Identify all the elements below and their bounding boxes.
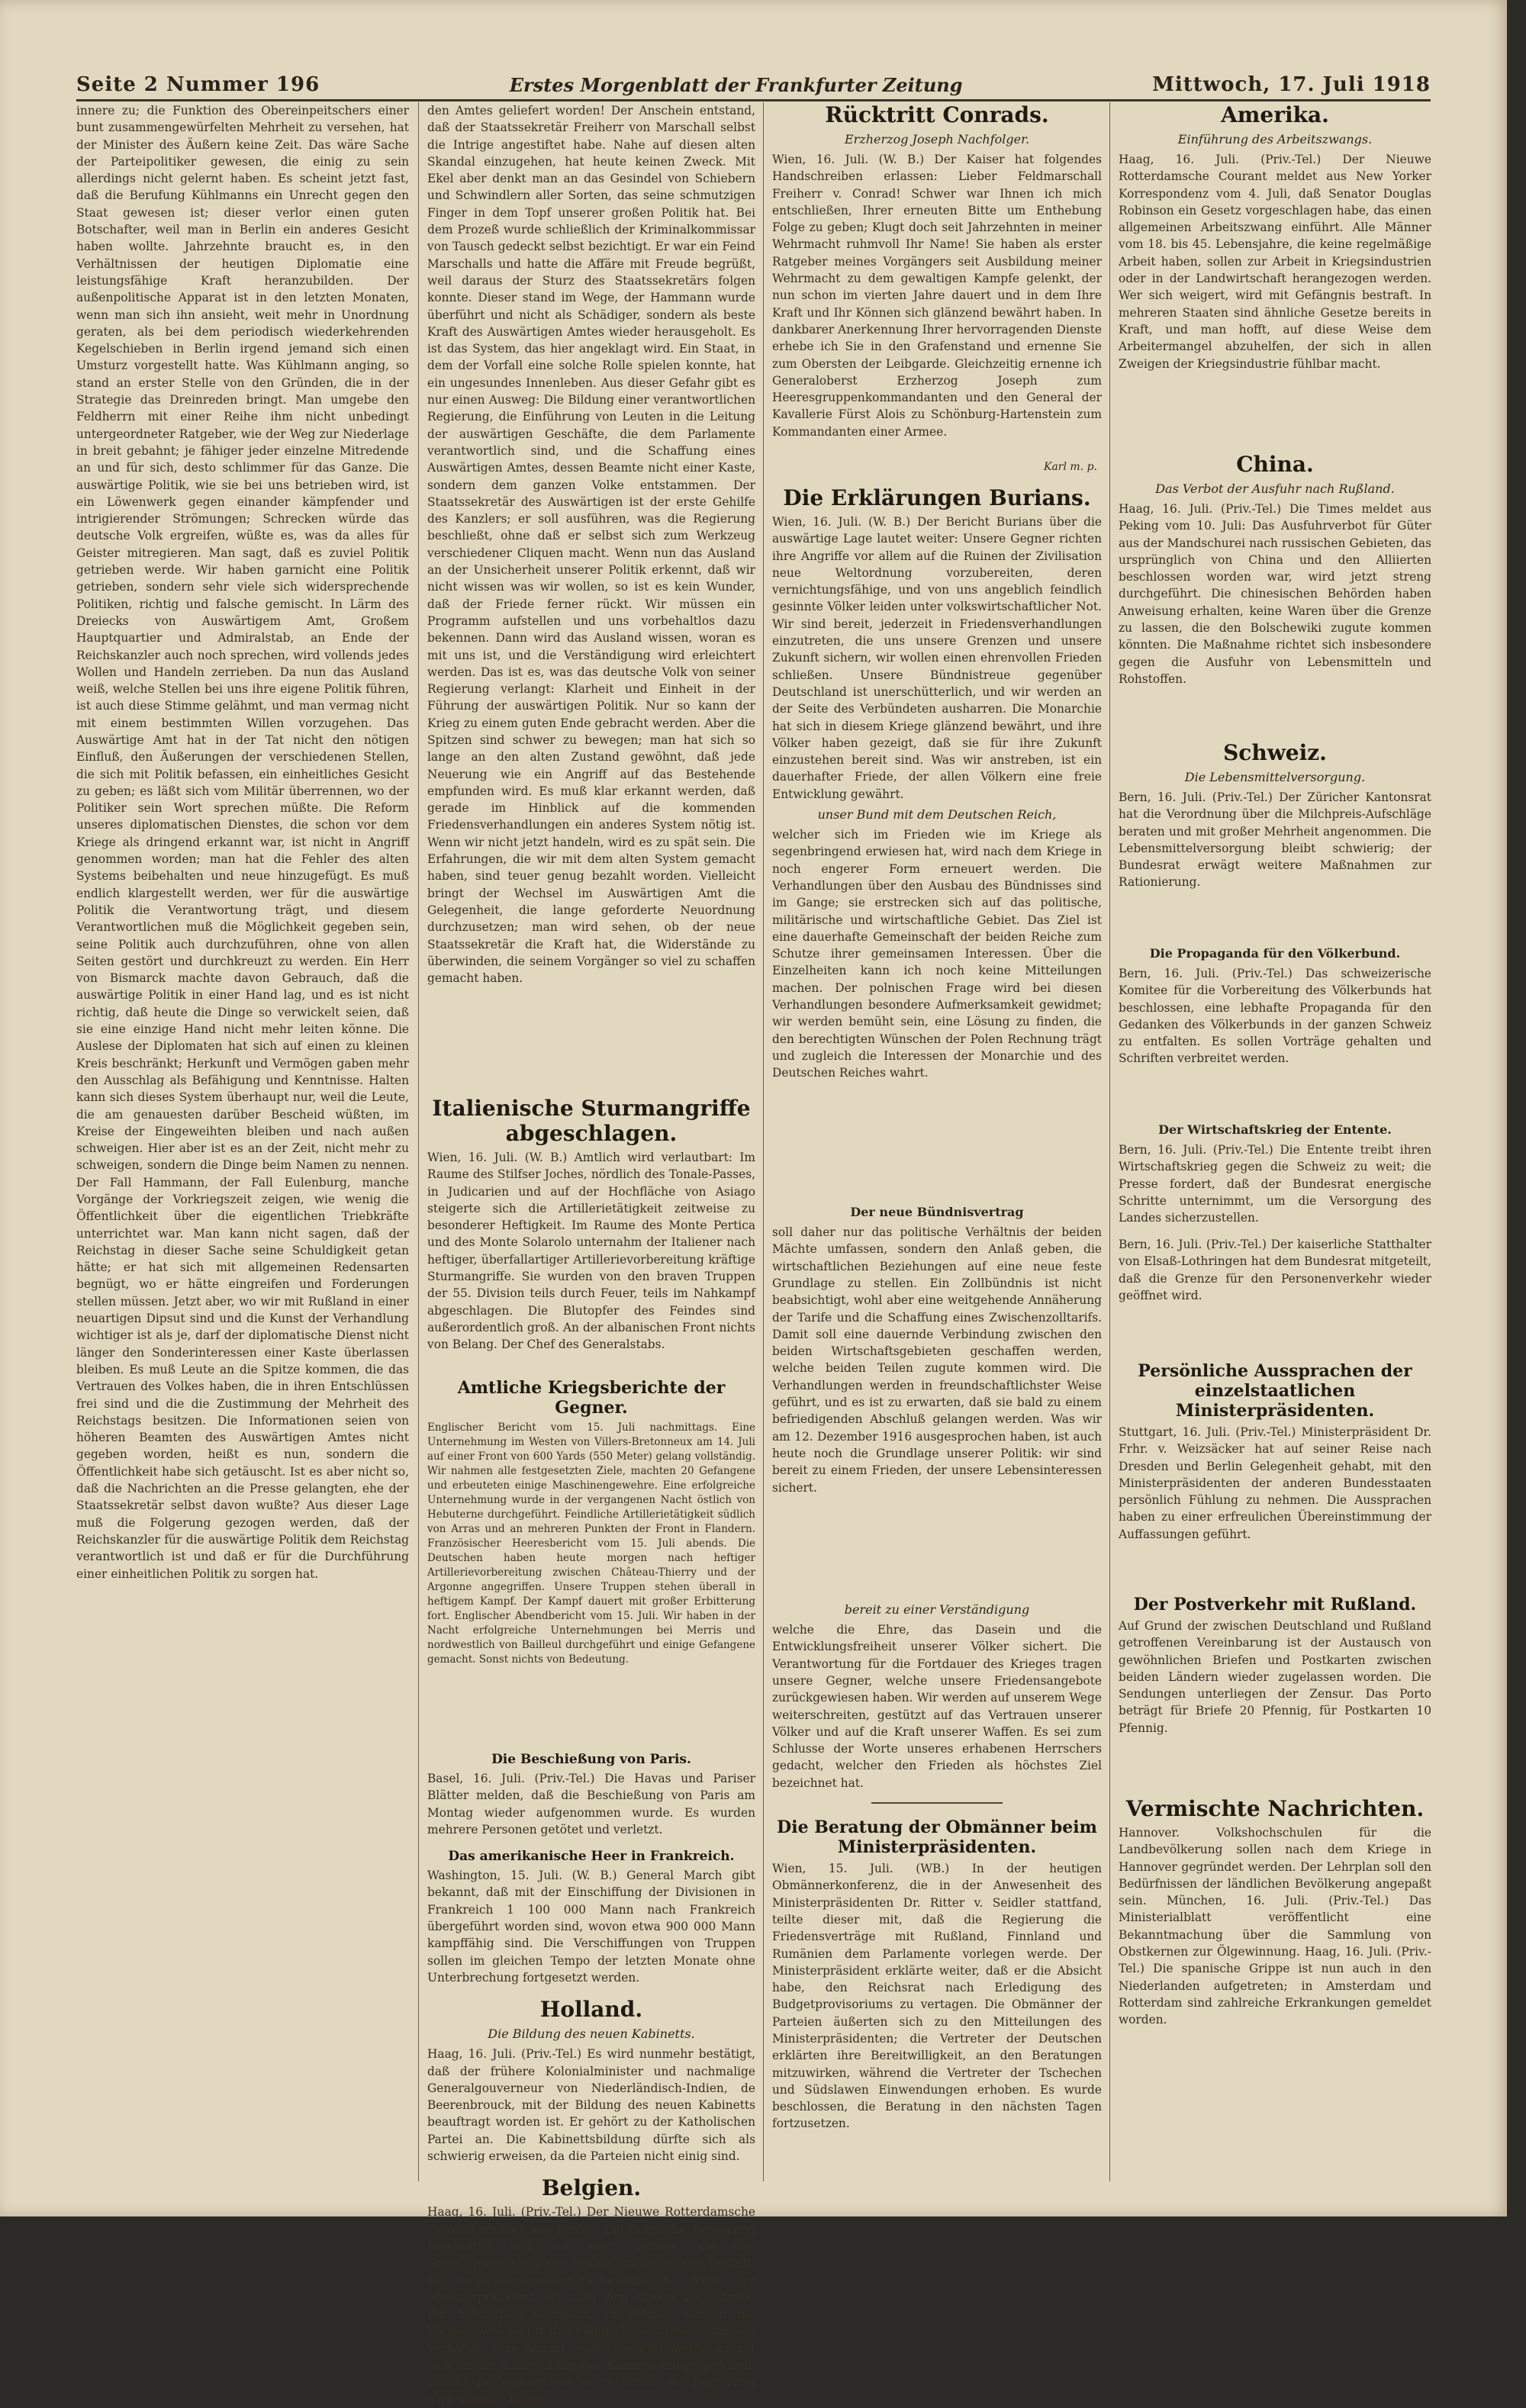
article-conrad: Wien, 16. Juli. (W. B.) Der Kaiser hat folgendes Handschreiben erlassen: Lieber Feldmarschall Freiherr v. Conrad! Schwer war Ihnen ich mich entschließen, Ihrer erneuten Bitte um Enthebung Folge zu geben; Klugt doch seit Jahrzehnten in meiner Wehrmacht ruhmvoll Ihr Name! Sie haben als erster Ratgeber meines Vorgängers seit Ausbildung meiner Wehrmacht zu dem gewaltigen Kampfe gelenkt, der nun schon im vierten Jahre dauert und in dem Ihre Kraft und Ihr Können sich glänzend bewährt haben. In dankbarer Anerkennung Ihrer hervorragenden Dienste erhebe ich Sie in den Grafenstand und ernenne Sie zum Obersten der Leibgarde. Gleichzeitig ernenne ich Generaloberst Erzherzog Joseph zum Heeresgruppenkommandanten und den General der Kavallerie Fürst Alois zu Schönburg-Hartenstein zum Kommandanten einer Armee. (772, 153, 1102, 439)
column-divider (1109, 102, 1110, 2181)
headline-switzerland: Schweiz. (1223, 740, 1327, 765)
subhead-holland: Die Bildung des neuen Kabinetts. (488, 2027, 695, 2042)
article-enemy-reports: Englischer Bericht vom 15. Juli nachmittags. Eine Unternehmung im Westen von Villers-Bretonneux am 14. Juli auf einer Front von 600 Yards (550 Meter) gelang vollständig. Wir nahmen alle festgesetzten Ziele, machten 20 Gefangene und erbeuteten einige Maschinengewehre. Eine erfolgreiche Unternehmung wurde in der vergangenen Nacht östlich von Hebuterne durchgeführt. Feindliche Artillerietätigkeit südlich von Arras und an mehreren Punkten der Front in Flandern. Französischer Heeresbericht vom 15. Juli abends. Die Deutschen haben heute morgen nach heftiger Artillerievorbereitung zwischen Château-Thierry und der Argonne angegriffen. Unsere Truppen stehen überall in heftigem Kampf. Der Kampf dauert mit großer Erbitterung fort. Englischer Abendbericht vom 15. Juli. Wir haben in der Nacht erfolgreiche Unternehmungen bei Merris und nordwestlich von Bailleul durchgeführt und einige Gefangene gemacht. Sonst nichts von Bedeutung. (427, 1421, 755, 1666)
subhead-alliance: unser Bund mit dem Deutschen Reich, (817, 807, 1057, 823)
article-continuation: innere zu; die Funktion des Obereinpeitschers einer bunt zusammengewürfelten Mehrheit zu versehen, hat der Minister des Äußern keine Zeit. Das wäre Sache der Parteipolitiker gewesen, die einig zu sein allerdings nicht gelernt haben. Es scheint jetzt fast, daß die Berufung Kühlmanns ein Unrecht gegen den Staat gewesen ist; dieser verlor einen guten Botschafter, weil man in Berlin ein anderes Gesicht haben wollte. Jahrzehnte braucht es, in den Verhältnissen der heutigen Diplomatie eine leistungsfähige Kraft heranzubilden. Der außenpolitische Apparat ist in den letzten Monaten, wenn man sich ihn ansieht, weit mehr in Unordnung geraten, als bei dem periodisch wiederkehrenden Kegelschieben in Berlin irgend jemand sich einen Umsturz vorgestellt hatte. Was Kühlmann anging, so stand an erster Stelle von den Gründen, die in der Strategie das Dreinreden bringt. Man umgebe den Feldherrn mit einer Reihe ihm nicht unbedingt untergeordneter Ratgeber, wie der Weg zur Niederlage in breit gebahnt; je fähiger jeder einzelne Mitredende an und für sich, desto schlimmer für das Ganze. Die auswärtige Politik, wie sie bei uns betrieben wird, ist ein Löwenwerk gegen einander kämpfender und intrigierender Strömungen; Schrecken würde das deutsche Volk ergreifen, wüßte es, was da alles für Geister mitregieren. Man sagt, daß es zuviel Politik getrieben werde. Wir haben garnicht eine Politik getrieben, sondern sehr viele sich widersprechende Politiken, richtig und falsche gemischt. In Lärm des Dreiecks von Auswärtigem Amt, Großem Hauptquartier und Admiralstab, an Ende der Reichskanzler auch noch sprechen, wird vollends jedes Wollen und Handeln zerrieben. Da nun das Ausland weiß, welche Stellen bei uns ihre eigene Politik führen, ist auch diese Stimme gelähmt, und man vermag nicht mit einem bestimmten Willen vorzugehen. Das Auswärtige Amt hat in der Tat nicht den nötigen Einfluß, den Äußerungen der verschiedenen Stellen, die sich mit Politik befassen, ein einheitliches Gesicht zu geben; es läßt sich vom Militär überrennen, wo der Politiker sein Wort sprechen müßte. Die Reform unseres diplomatischen Dienstes, die schon vor dem Kriege als dringend erkannt war, ist nicht in Angriff genommen worden; man hat die Fehler des alten Systems beibehalten und neue hinzugefügt. Es muß endlich klargestellt werden, wer für die auswärtige Politik die Verantwortung trägt, und diesem Verantwortlichen muß die Möglichkeit gegeben sein, seine Politik auch durchzuführen, ohne von allen Seiten gestört und durchkreuzt zu werden. Ein Herr von Bismarck machte davon Gebrauch, daß die auswärtige Politik in einer Hand lag, und es ist nicht richtig, daß heute die Dinge so verwickelt seien, daß sie eine einzige Hand nicht mehr leiten könne. Die Auslese der Diplomaten hat sich auf einen zu kleinen Kreis beschränkt; Herkunft und Vermögen gaben mehr den Ausschlag als Befähigung und Kenntnisse. Halten kann sich dieses System überhaupt nur, weil die Leute, die am genauesten darüber Bescheid wüßten, im Kreise der Eingeweihten bleiben und nach außen schweigen. Hier aber ist es an der Zeit, nicht mehr zu schweigen, sondern die Dinge beim Namen zu nennen. Der Fall Hammann, der Fall Eulenburg, manche Vorgänge der Vorkriegszeit zeigen, wie wenig die Öffentlichkeit über die eigentlichen Triebkräfte unterrichtet war. Man kann nicht sagen, daß der Reichstag in dieser Sache seine Schuldigkeit getan hätte; er hat sich mit allgemeinen Redensarten begnügt, wo er hätte eingreifen und Forderungen stellen müssen. Jetzt aber, wo wir mit Rußland in einer neuartigen Dipsut sind und die Kunst der Verhandlung wichtiger ist als je, darf der diplomatische Dienst nicht länger den Sonderinteressen einer Kaste überlassen bleiben. Es muß Leute an die Spitze kommen, die das Vertrauen des Volkes haben, die in ihren Entschlüssen frei sind und die die Zustimmung der Mehrheit des Reichstags besitzen. Die Informationen seien von höheren Beamten des Auswärtigen Amtes nicht gegeben worden, heißt es nun, sondern die Öffentlichkeit habe sich getäuscht. Ist es aber nicht so, daß die Nachrichten an die Presse gelangten, ehe der Staatssekretär selbst davon wußte? Aus dieser Lage muß die Folgerung gezogen werden, daß der Reichskanzler für die auswärtige Politik dem Reichstag verantwortlich ist und daß er für die Durchführung einer einheitlichen Politik zu sorgen hat. (76, 104, 409, 1581)
subhead-conrad: Erzherzog Joseph Nachfolger. (844, 132, 1030, 146)
article-america: Haag, 16. Juli. (Priv.-Tel.) Der Nieuwe Rotterdamsche Courant meldet aus New Yorker Korrespondenz vom 4. Juli, daß Senator Douglas Robinson ein Gesetz vorgeschlagen habe, das einen allgemeinen Arbeitszwang einführt. Alle Männer vom 18. bis 45. Lebensjahre, die keine regelmäßige Arbeit haben, sollen zur Arbeit in Kriegsindustrien oder in der Landwirtschaft herangezogen werden. Wer sich weigert, wird mit Gefängnis bestraft. In mehreren Staaten sind ähnliche Gesetze bereits in Kraft, und man hofft, auf diese Weise dem Arbeitermangel abzuhelfen, der sich in allen Zweigen der Kriegsindustrie fühlbar macht. (1119, 153, 1431, 371)
article-belgium: Haag, 16. Juli. (Priv.-Tel.) Der Nieuwe Rotterdamsche Courant meldet aus Havre: Die belgische Regierung beschäftigt sich mit einer Vorlage, die den Sprachgebrauch in den Verwaltungsbehörden betrifft. Die Verfassungsrevision zu beschließen, erklärte der Ministerpräsident, sei nach dem Kriege die Aufgabe der belgischen Kammern. In Belgien werden die Vlamen, welche für das Flämische eintreten, zum Teil verhaftet. Eine Anzahl belgischer Parlamentarier hat sich für die Einberufung der Kammer ausgesprochen, sobald die Verhältnisse es gestatten; die Regierung wird darüber beraten. (427, 2205, 755, 2406)
article-continuation: den Amtes geliefert worden! Der Anschein entstand, daß der Staatssekretär Freiherr von Marschall selbst die Intrige angestiftet habe. Nahe auf diesen alten Skandal einzugehen, hat heute keinen Zweck. Mit Ekel aber denkt man an das Gesindel von Schiebern und Schwindlern aller Sorten, das seine schmutzigen Finger in dem Topf unserer großen Politik hat. Bei dem Prozeß wurde schließlich der Kriminalkommissar von Tausch gedeckt selbst bezichtigt. Er war ein Feind Marschalls und hatte die Affäre mit Freude begrüßt, weil daraus der Sturz des Staatssekretärs folgen konnte. Dieser stand im Wege, der Hammann wurde überführt und nicht als Schädiger, sondern als beste Kraft des Auswärtigen Amtes wieder herausgeholt. Es ist das System, das hier angeklagt wird. Ein Staat, in dem der Vorfall eine solche Rolle spielen konnte, hat ein ungesundes Innenleben. Aus dieser Gefahr gibt es nur einen Ausweg: Die Bildung einer verantwortlichen Regierung, die Einführung von Leuten in die Leitung der auswärtigen Geschäfte, die dem Parlamente verantwortlich sind, und die Schaffung eines Auswärtigen Amtes, dessen Beamte nicht einer Kaste, sondern dem ganzen Volke entstammen. Der Staatssekretär des Auswärtigen ist der erste Gehilfe des Kanzlers; er soll ausführen, was die Regierung beschließt, ohne daß er selbst sich zum Werkzeug verschiedener Cliquen macht. Wenn nun das Ausland an der Unsicherheit unserer Politik erkennt, daß wir nicht wissen was wir wollen, so ist es kein Wunder, daß der Friede ferner rückt. Wir müssen ein Programm aufstellen und uns vorbehaltlos dazu bekennen. Dann wird das Ausland wissen, woran es mit uns ist, und die Verständigung wird erleichtert werden. Das ist es, was das deutsche Volk von seiner Regierung verlangt: Klarheit und Einheit in der Führung der auswärtigen Politik. Nur so kann der Krieg zu einem guten Ende gebracht werden. Aber die Spitzen sind schwer zu bewegen; man hat sich so lange an den alten Zustand gewöhnt, daß jede Neuerung wie ein Angriff auf das Bestehende empfunden wird. Es muß klar erkannt werden, daß gerade im Hinblick auf die kommenden Friedensverhandlungen ein anderes System nötig ist. Wenn wir nicht jetzt handeln, wird es zu spät sein. Die Erfahrungen, die wir mit dem alten System gemacht haben, sind teuer genug bezahlt worden. Vielleicht bringt der Wechsel im Auswärtigen Amt die Gelegenheit, die lange geforderte Neuordnung durchzusetzen; man wird sehen, ob der neue Staatssekretär die Kraft hat, die Widerstände zu überwinden, die seinem Vorgänger so viel zu schaffen gemacht haben. (427, 104, 755, 986)
article-ready: welche die Ehre, das Dasein und die Entwicklungsfreiheit unserer Völker sichert. Die Verantwortung für die Fortdauer des Krieges tragen unsere Gegner, welche unsere Friedensangebote zurückgewiesen haben. Wir werden auf unserem Wege weiterschreiten, gestützt auf das Vertrauen unserer Völker und auf die Kraft unserer Waffen. Es sei zum Schlusse der Worte unseres erhabenen Herrschers gedacht, welcher den Frieden als höchstes Ziel bezeichnet hat. (772, 1623, 1102, 1790)
headline-burian: Die Erklärungen Burians. (783, 485, 1091, 510)
headline-conrad: Rücktritt Conrads. (825, 102, 1049, 127)
article-italy: Wien, 16. Juli. (W. B.) Amtlich wird verlautbart: Im Raume des Stilfser Joches, nördlich des Tonale-Passes, in Judicarien und auf der Hochfläche von Asiago steigerte sich die Artillerietätigkeit zeitweise zu besonderer Heftigkeit. Im Raume des Monte Pertica und des Monte Solarolo unternahm der Italiener nach heftiger, überfallartiger Artillerievorbereitung kräftige Sturmangriffe. Sie wurden von den braven Truppen der 55. Division teils durch Feuer, teils im Nahkampf abgeschlagen. Die Blutopfer des Feindes sind außerordentlich groß. An der albanischen Front nichts von Belang. Der Chef des Generalstabs. (427, 1151, 755, 1352)
article-food-supply: Bern, 16. Juli. (Priv.-Tel.) Der Züricher Kantonsrat hat die Verordnung über die Milchpreis-Aufschläge beraten und mit großer Mehrheit angenommen. Die Lebensmittelversorgung bleibt schwierig; der Bundesrat erwägt weitere Maßnahmen zur Rationierung. (1119, 790, 1431, 890)
subhead-economic-war: Der Wirtschaftskrieg der Entente. (1158, 1122, 1392, 1137)
headline-postal: Der Postverkehr mit Rußland. (1133, 1595, 1417, 1614)
headline-china: China. (1236, 452, 1314, 477)
headline-america: Amerika. (1221, 102, 1329, 127)
subhead-ready: bereit zu einer Verständigung (844, 1602, 1030, 1618)
masthead (76, 61, 1431, 101)
divider (871, 1802, 1003, 1804)
headline-paris: Die Beschießung von Paris. (491, 1752, 691, 1767)
article-obmaenner: Wien, 15. Juli. (WB.) In der heutigen Obmännerkonferenz, die in der Anwesenheit des Ministerpräsidenten Dr. Ritter v. Seidler stattfand, teilte dieser mit, daß die Regierung die Friedensverträge mit Rußland, Finnland und Rumänien dem Parlamente vorlegen werde. Der Ministerpräsident erklärte weiter, daß er die Absicht habe, den Reichsrat nach Erledigung des Budgetprovisoriums zu vertagen. Die Obmänner der Parteien äußerten sich zu den Mitteilungen des Ministerpräsidenten; die Vertreter der Deutschen erklärten ihre Bereitwilligkeit, an den Beratungen mitzuwirken, während die Vertreter der Tschechen und Südslawen Einwendungen erhoben. Es wurde beschlossen, die Beratung in den nächsten Tagen fortzusetzen. (772, 1862, 1102, 2131)
headline-us-army: Das amerikanische Heer in Frankreich. (448, 1849, 735, 1865)
article-paris: Basel, 16. Juli. (Priv.-Tel.) Die Havas und Pariser Blätter melden, daß die Beschießung von Paris am Montag wieder aufgenommen wurde. Es wurden mehrere Personen getötet und verletzt. (427, 1772, 755, 1837)
article-treaty: soll daher nur das politische Verhältnis der beiden Mächte umfassen, sondern den Anlaß geben, die wirtschaftlichen Beziehungen auf eine neue feste Grundlage zu stellen. Ein Zollbündnis ist nicht beabsichtigt, wohl aber eine weitgehende Annäherung der Tarife und die Schaffung eines Zwischenzolltarifs. Damit soll eine dauernde Verbindung zwischen den beiden Wirtschaftsgebieten geschaffen werden, welche beiden Teilen zugute kommen wird. Die Verhandlungen werden in freundschaftlichster Weise geführt, und es ist zu erwarten, daß sie bald zu einem befriedigenden Abschluß gelangen werden. Was wir am 12. Dezember 1916 ausgesprochen haben, ist auch heute noch die Grundlage unserer Politik: wir sind bereit zu einem Frieden, der unsere Lebensinteressen sichert. (772, 1225, 1102, 1495)
article-burian: Wien, 16. Juli. (W. B.) Der Bericht Burians über die auswärtige Lage lautet weiter: Unsere Gegner richten ihre Angriffe vor allem auf die Ruinen der Zivilisation neue Weltordnung vorzubereiten, deren vernichtungsfähige, und von uns angeblich feindlich gesinnte Völker leiden unter volkswirtschaftlicher Not. Wir sind bereit, jederzeit in Friedensverhandlungen einzutreten, die uns unsere Grenzen und unsere Zukunft sichern, wir wollen einen ehrenvollen Frieden schließen. Unsere Bündnistreue gegenüber Deutschland ist unerschütterlich, und wir werden an der Seite des Verbündeten ausharren. Die Monarchie hat sich in diesem Kriege glänzend bewährt, und ihre Völker haben gezeigt, daß sie für ihre Zukunft einzustehen bereit sind. Was wir anstreben, ist ein dauerhafter Friede, der allen Völkern eine freie Entwicklung gewährt. (772, 515, 1102, 801)
page-number: Seite 2 Nummer 196 (76, 73, 320, 96)
column-3 (772, 102, 1102, 2193)
article-ministers: Stuttgart, 16. Juli. (Priv.-Tel.) Ministerpräsident Dr. Frhr. v. Weizsäcker hat auf seiner Reise nach Dresden und Berlin Gelegenheit gehabt, mit den Ministerpräsidenten der anderen Bundesstaaten persönlich Fühlung zu nehmen. Die Aussprachen haben zu einer erfreulichen Übereinstimmung der Auffassungen geführt. (1119, 1425, 1431, 1541)
headline-enemy-reports: Amtliche Kriegsberichte der Gegner. (457, 1378, 726, 1418)
article-economic-war: Bern, 16. Juli. (Priv.-Tel.) Die Entente treibt ihren Wirtschaftskrieg gegen die Schweiz zu weit; die Presse fordert, daß der Bundesrat energische Schritte unternimmt, um die Versorgung des Landes sicherzustellen. (1119, 1143, 1431, 1225)
article-bern: Bern, 16. Juli. (Priv.-Tel.) Der kaiserliche Statthalter von Elsaß-Lothringen hat dem Bundesrat mitgeteilt, daß die Grenze für den Personenverkehr wieder geöffnet wird. (1119, 1238, 1431, 1302)
headline-obmaenner: Die Beratung der Obmänner beim Ministerpräsidenten. (777, 1817, 1097, 1858)
column-4 (1119, 102, 1431, 2193)
issue-date: Mittwoch, 17. Juli 1918 (1152, 73, 1431, 96)
headline-italy: Italienische Sturmangriffe abgeschlagen. (432, 1096, 751, 1146)
article-league-of-nations: Bern, 16. Juli. (Priv.-Tel.) Das schweizerische Komitee für die Vorbereitung des Völkerbunds hat beschlossen, eine lebhafte Propaganda für den Gedanken des Völkerbunds in der ganzen Schweiz zu entfalten. Es sollen Vorträge gehalten und Schriften verbreitet werden. (1119, 967, 1431, 1066)
article-us-army: Washington, 15. Juli. (W. B.) General March gibt bekannt, daß mit der Einschiffung der Divisionen in Frankreich 1 100 000 Mann nach Frankreich übergeführt worden sind, wovon etwa 900 000 Mann kampffähig sind. Die Verschiffungen von Truppen sollen im gleichen Tempo der letzten Monate ohne Unterbrechung fortgesetzt werden. (427, 1869, 755, 1985)
headline-ministers: Persönliche Aussprachen der einzelstaatlichen Ministerpräsidenten. (1138, 1361, 1412, 1421)
subhead-america: Einführung des Arbeitszwangs. (1177, 132, 1373, 146)
column-1 (76, 102, 409, 2193)
article-china: Haag, 16. Juli. (Priv.-Tel.) Die Times meldet aus Peking vom 10. Juli: Das Ausfuhrverbot für Güter aus der Mandschurei nach russischen Gebieten, das ursprünglich von China und den Alliierten beschlossen worden war, wird jetzt streng durchgeführt. Die chinesischen Behörden haben Anweisung erhalten, keine Waren über die Grenze zu lassen, die den Bolschewiki zugute kommen könnten. Die Maßnahme richtet sich insbesondere gegen die Ausfuhr von Lebensmitteln und Rohstoffen. (1119, 502, 1431, 686)
subhead-food-supply: Die Lebensmittelversorgung. (1184, 770, 1366, 784)
subhead-league-of-nations: Die Propaganda für den Völkerbund. (1149, 946, 1401, 961)
newspaper-title: Erstes Morgenblatt der Frankfurter Zeitung (509, 74, 963, 96)
column-divider (763, 102, 764, 2181)
signature: Karl m. p. (1043, 461, 1097, 473)
subhead-china: Das Verbot der Ausfuhr nach Rußland. (1155, 481, 1395, 496)
headline-holland: Holland. (539, 1997, 643, 2023)
column-2 (427, 102, 755, 2406)
article-misc-news: Hannover. Volkshochschulen für die Landbevölkerung sollen nach dem Kriege in Hannover gegründet werden. Der Lehrplan soll den Bedürfnissen der ländlichen Bevölkerung angepaßt sein. München, 16. Juli. (Priv.-Tel.) Das Ministerialblatt veröffentlicht eine Bekanntmachung über die Sammlung von Obstkernen zur Ölgewinnung. Haag, 16. Juli. (Priv.-Tel.) Die spanische Grippe ist nun auch in den Niederlanden aufgetreten; in Amsterdam und Rotterdam sind zahlreiche Erkrankungen gemeldet worden. (1119, 1826, 1431, 2027)
headline-belgium: Belgien. (541, 2175, 642, 2201)
headline-misc-news: Vermischte Nachrichten. (1125, 1796, 1425, 1821)
article-holland: Haag, 16. Juli. (Priv.-Tel.) Es wird nunmehr bestätigt, daß der frühere Kolonialminister und nachmalige Generalgouverneur von Niederländisch-Indien, de Beerenbrouck, mit der Bildung des neuen Kabinetts beauftragt worden ist. Er gehört zu der Katholischen Partei an. Die Kabinettsbildung dürfte sich als schwierig erweisen, da die Parteien nicht einig sind. (427, 2047, 755, 2164)
article-alliance: welcher sich im Frieden wie im Kriege als segenbringend erwiesen hat, wird nach dem Kriege in noch engerer Form erneuert werden. Die Verhandlungen über den Ausbau des Bündnisses sind im Gange; sie erstrecken sich auf das politische, militärische und wirtschaftliche Gebiet. Das Ziel ist eine dauerhafte Gemeinschaft der beiden Reiche zum Schutze ihrer gemeinsamen Interessen. Über die Einzelheiten kann ich noch keine Mitteilungen machen. Der polnischen Frage wird bei diesen Verhandlungen besondere Aufmerksamkeit gewidmet; wir werden bemüht sein, eine Lösung zu finden, die den berechtigten Wünschen der Polen Rechnung trägt und zugleich die Interessen der Monarchie und des Deutschen Reiches wahrt. (772, 828, 1102, 1080)
subhead-treaty: Der neue Bündnisvertrag (850, 1205, 1024, 1220)
column-divider (418, 102, 419, 2181)
article-postal: Auf Grund der zwischen Deutschland und Rußland getroffenen Vereinbarung ist der Austausch von gewöhnlichen Briefen und Postkarten zwischen beiden Ländern wieder zugelassen worden. Die Sendungen unterliegen der Zensur. Das Porto beträgt für Briefe 20 Pfennig, für Postkarten 10 Pfennig. (1119, 1619, 1431, 1735)
